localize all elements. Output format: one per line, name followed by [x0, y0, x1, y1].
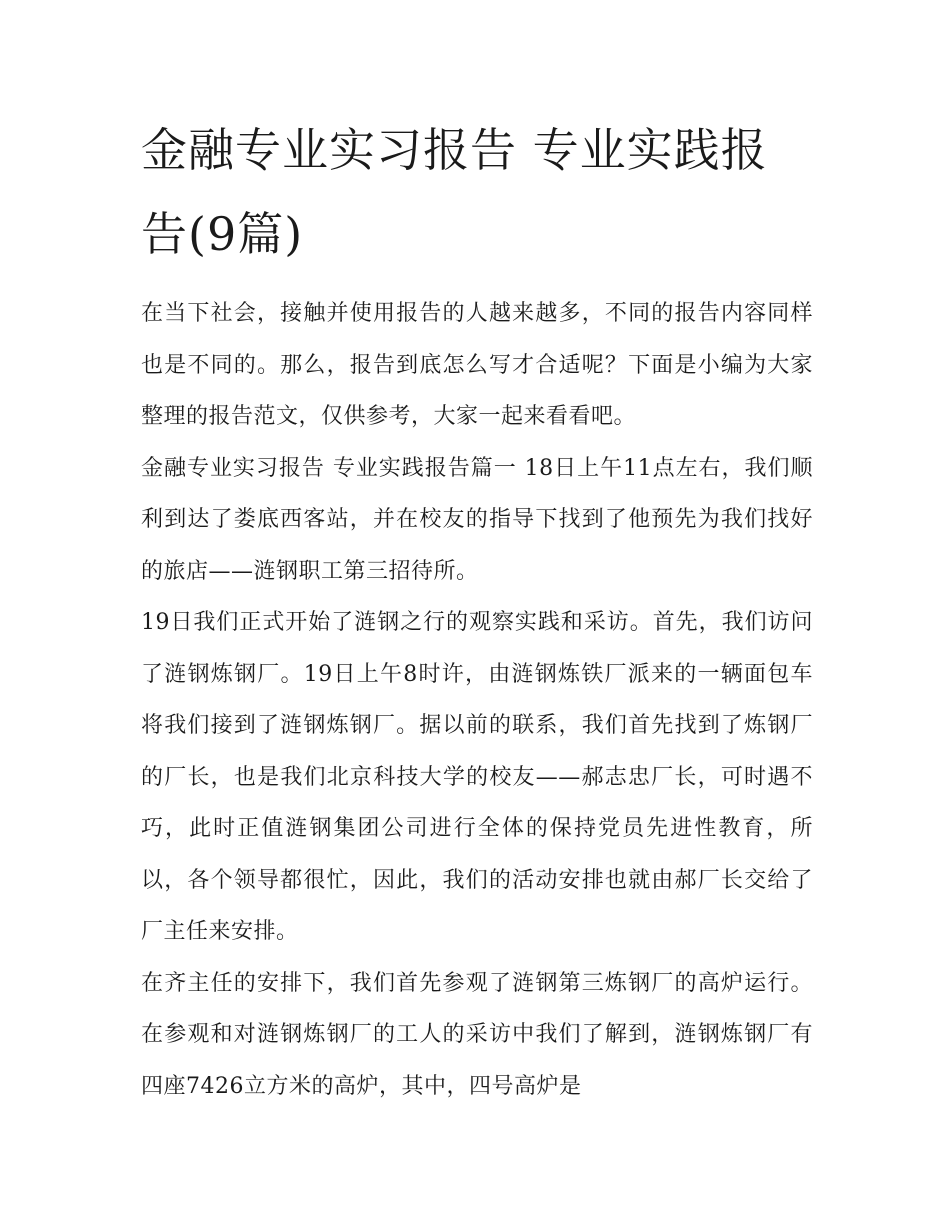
paragraph-arrival: 金融专业实习报告 专业实践报告篇一 18日上午11点左右，我们顺利到达了娄底西客站，并在校友的指导下找到了他预先为我们找好的旅店——涟钢职工第三招待所。: [141, 455, 813, 584]
paragraph-visit: 19日我们正式开始了涟钢之行的观察实践和采访。首先，我们访问了涟钢炼钢厂。19日上午8时许，由涟钢炼铁厂派来的一辆面包车将我们接到了涟钢炼钢厂。据以前的联系，我们首先找到了炼钢厂的厂长，也是我们北京科技大学的校友——郝志忠厂长，可时遇不巧，此时正值涟钢集团公司进行全体的保持党员先进性教育，所以，各个领导都很忙，因此，我们的活动安排也就由郝厂长交给了厂主任来安排。: [141, 610, 813, 944]
paragraph-intro: 在当下社会，接触并使用报告的人越来越多，不同的报告内容同样也是不同的。那么，报告到底怎么写才合适呢？下面是小编为大家整理的报告范文，仅供参考，大家一起来看看吧。: [141, 301, 813, 429]
document-title: 金融专业实习报告 专业实践报告(9篇): [141, 123, 768, 261]
paragraph-furnace: 在齐主任的安排下，我们首先参观了涟钢第三炼钢厂的高炉运行。在参观和对涟钢炼钢厂的工人的采访中我们了解到，涟钢炼钢厂有四座7426立方米的高炉，其中，四号高炉是: [141, 970, 813, 1099]
document-page: [141, 108, 813, 1112]
